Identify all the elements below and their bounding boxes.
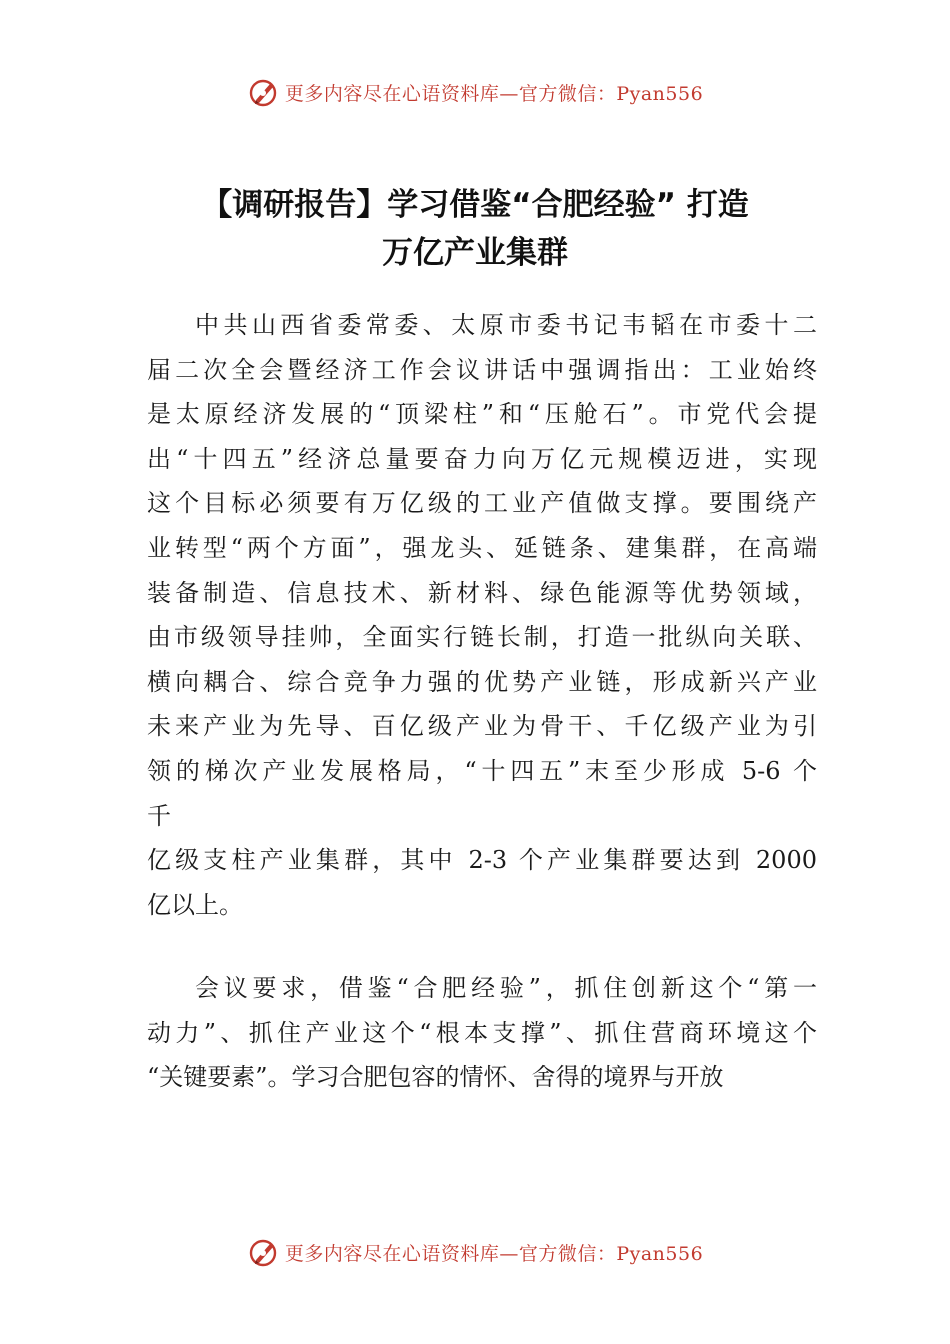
text-line: 会议要求，借鉴“合肥经验”，抓住创新这个“第一 bbox=[195, 974, 817, 1002]
paragraph-1 bbox=[147, 303, 817, 927]
text-line: 横向耦合、综合竞争力强的优势产业链，形成新兴产业 bbox=[147, 667, 817, 696]
text-line: “关键要素”。学习合肥包容的情怀、舍得的境界与开放 bbox=[147, 1063, 724, 1092]
text-line: 动力”、抓住产业这个“根本支撑”、抓住营商环境这个 bbox=[147, 1018, 817, 1047]
text-line: 亿级支柱产业集群，其中 2-3 个产业集群要达到 2000 bbox=[147, 846, 817, 875]
text-line: 亿以上。 bbox=[147, 890, 243, 919]
watermark-text: 更多内容尽在心语资料库—官方微信：Pyan556 bbox=[284, 1242, 704, 1265]
paragraph-2 bbox=[147, 966, 817, 1100]
text-line: 届二次全会暨经济工作会议讲话中强调指出：工业始终 bbox=[147, 355, 817, 384]
text-line: 由市级领导挂帅，全面实行链长制，打造一批纵向关联、 bbox=[147, 623, 817, 652]
document-title bbox=[100, 181, 850, 277]
watermark-text: 更多内容尽在心语资料库—官方微信：Pyan556 bbox=[284, 82, 704, 105]
text-line: 领的梯次产业发展格局，“十四五”末至少形成 5-6 个 bbox=[147, 756, 817, 785]
text-line: 业转型“两个方面”，强龙头、延链条、建集群，在高端 bbox=[147, 533, 817, 562]
text-line: 装备制造、信息技术、新材料、绿色能源等优势领域， bbox=[147, 578, 817, 607]
text-line: 这个目标必须要有万亿级的工业产值做支撑。要围绕产 bbox=[147, 489, 817, 518]
text-line: 出“十四五”经济总量要奋力向万亿元规模迈进，实现 bbox=[147, 444, 817, 473]
header-watermark bbox=[0, 72, 950, 112]
title-line-1: 【调研报告】学习借鉴“合肥经验” 打造 bbox=[201, 186, 749, 223]
title-line-2: 万亿产业集群 bbox=[382, 234, 568, 271]
text-line: 中共山西省委常委、太原市委书记韦韬在市委十二 bbox=[195, 311, 817, 339]
text-line: 是太原经济发展的“顶梁柱”和“压舱石”。市党代会提 bbox=[147, 400, 817, 429]
footer-watermark bbox=[0, 1232, 950, 1272]
pen-circle-logo-icon bbox=[247, 1236, 279, 1268]
pen-circle-logo-icon bbox=[247, 76, 279, 108]
text-line: 未来产业为先导、百亿级产业为骨干、千亿级产业为引 bbox=[147, 712, 817, 741]
text-line: 千 bbox=[147, 801, 171, 830]
